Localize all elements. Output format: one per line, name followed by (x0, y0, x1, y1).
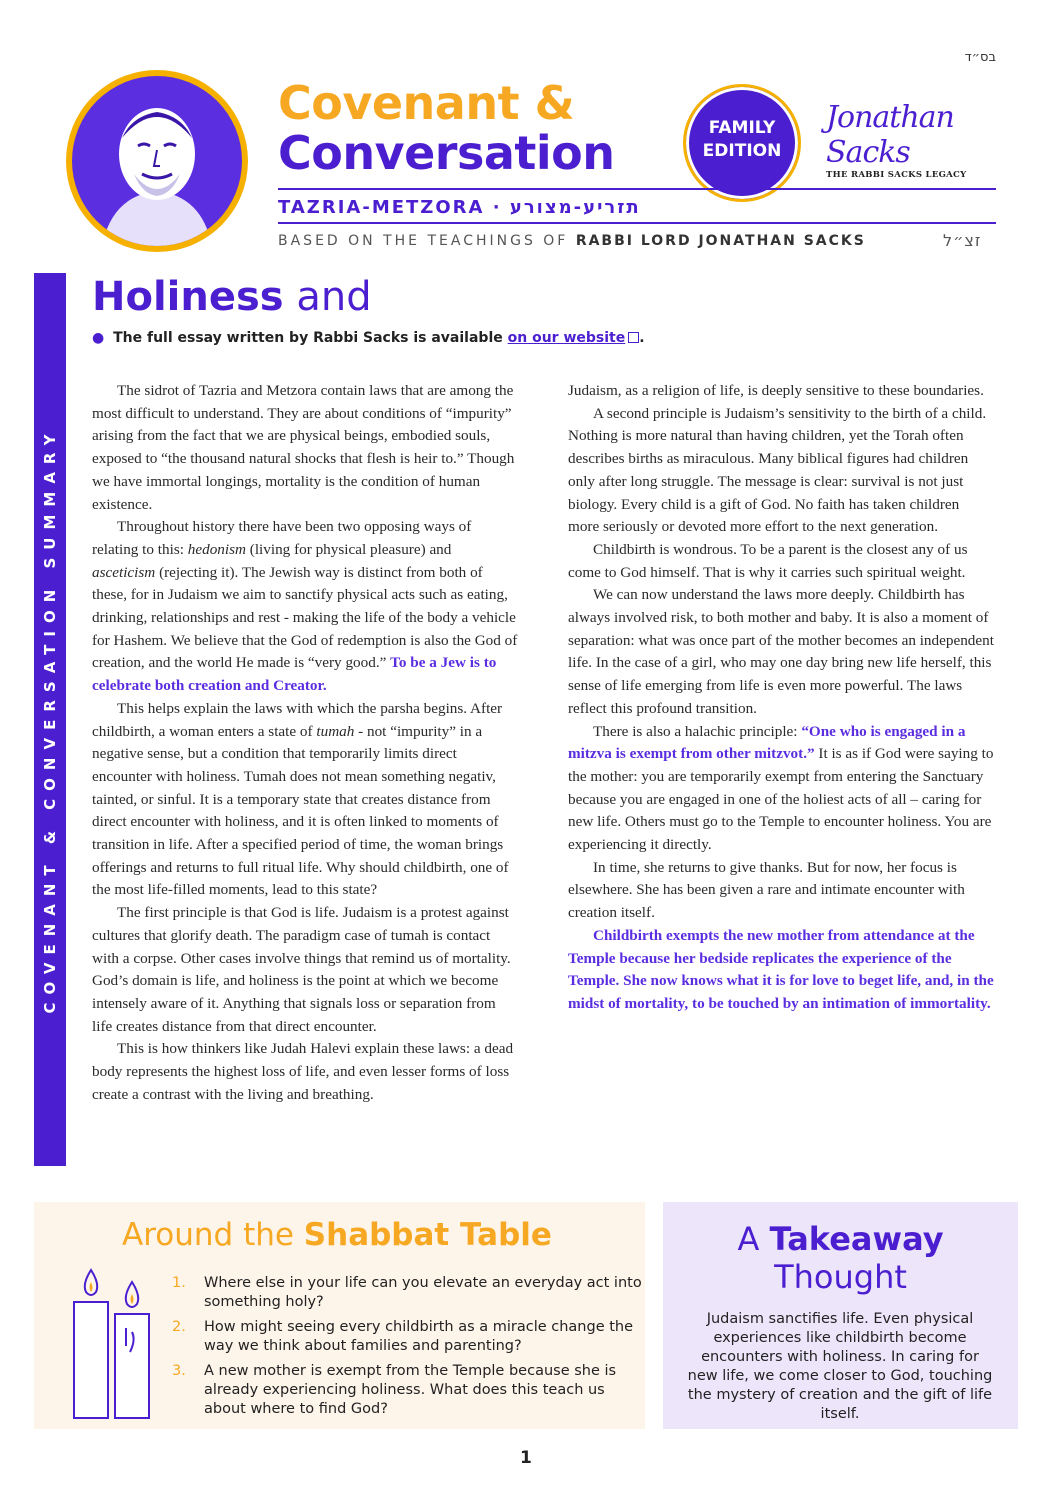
highlight-quote: To be a Jew is to celebrate both creation and Creator. (92, 654, 497, 695)
based-on-name: RABBI LORD JONATHAN SACKS (575, 233, 866, 249)
title-line-1: Covenant & (278, 76, 575, 130)
article-left-column (92, 380, 518, 1107)
badge-line-2: EDITION (702, 141, 782, 161)
website-link[interactable]: on our website (507, 330, 626, 346)
header-rule-top (278, 188, 996, 190)
closing-highlight: Childbirth exempts the new mother from attendance at the Temple because her bedside replicates the experience of the Temple. She now knows what it is for love to beget life, and, in the midst of mortality, to be touched by an intimation of immortality. (568, 926, 994, 1012)
paragraph: There is also a halachic principle: “One who is engaged in a mitzva is exempt from other mitzvot.” It is as if God were saying to the mother: you are temporarily exempt from entering the Sanctuary because you are engaged in one of the holiest acts of all – caring for new life. Others must go to the Temple to encounter holiness. You are experiencing it directly. (568, 722, 994, 854)
question-item: 2. How might seeing every childbirth as a miracle change the way we think about families and parenting? (172, 1319, 634, 1354)
based-on-line (278, 231, 982, 250)
question-item: 3. A new mother is exempt from the Temple because she is already experiencing holiness. What does this teach us about where to find God? (172, 1363, 617, 1417)
page-number: 1 (520, 1448, 532, 1468)
based-on-hebrew: זצ״ל (943, 231, 982, 250)
paragraph: This is how thinkers like Judah Halevi explain these laws: a dead body represents the highest loss of life, and even lesser forms of loss create a contrast with the living and breathing. (92, 1040, 514, 1103)
external-link-icon[interactable] (628, 332, 639, 343)
rabbi-portrait (66, 70, 248, 252)
portrait-illustration (72, 76, 242, 246)
paragraph: Childbirth is wondrous. To be a parent is the closest any of us come to God himself. That is why it carries such spiritual weight. (568, 540, 968, 581)
parsha-name: TAZRIA-METZORA · תזריע-מצורע (278, 197, 641, 218)
title-line-2: Conversation (278, 126, 615, 180)
takeaway-box (663, 1202, 1018, 1429)
paragraph: The sidrot of Tazria and Metzora contain laws that are among the most difficult to understand. They are about conditions of “impurity” arising from the fact that we are physical beings, embodied souls, exposed to “the thousand natural shocks that flesh is heir to.” Though we have immortal longings, mortality is the condition of human existence. (92, 382, 515, 513)
headline-bold: Holiness (92, 274, 284, 320)
bsd-mark: בס״ד (964, 50, 996, 65)
based-on-prefix: BASED ON THE TEACHINGS OF (278, 233, 569, 249)
paragraph: We can now understand the laws more deeply. Childbirth has always involved risk, to both mother and baby. It is also a moment of separation: what was once part of the mother becomes an independent life. In the case of a girl, who may one day bring new life herself, this sense of life emerging from life is even more powerful. The laws reflect this profound transition. (568, 586, 994, 717)
newsletter-title (278, 78, 615, 178)
legacy-label: THE RABBI SACKS LEGACY (826, 170, 967, 180)
article-right-column (568, 380, 994, 1016)
question-item: 1. Where else in your life can you elevate an everyday act into something holy? (172, 1275, 642, 1310)
takeaway-title: A Takeaway Thought (737, 1220, 944, 1296)
paragraph: In time, she returns to give thanks. But for now, her focus is elsewhere. She has been given a rare and intimate encounter with creation itself. (568, 858, 965, 922)
highlight-quote: “One who is engaged in a mitzva is exempt from other mitzvot.” (568, 722, 966, 763)
question-list (172, 1274, 642, 1425)
note-text: The full essay written by Rabbi Sacks is available (113, 330, 503, 346)
article-headline (92, 274, 372, 320)
badge-line-1: FAMILY (708, 118, 776, 138)
shabbat-table-box (34, 1202, 645, 1429)
paragraph: Throughout history there have been two opposing ways of relating to this: hedonism (living for physical pleasure) and asceticism (rejecting it). The Jewish way is distinct from both of these, for in Judaism we aim to sanctify physical acts such as eating, drinking, relationships and rest - making the life of the body a vehicle for Hashem. We believe that the God of redemption is also the God of creation, and the world He made is “very good.” To be a Jew is to celebrate both creation and Creator. (92, 518, 518, 695)
shabbat-table-title: Around the Shabbat Table (122, 1217, 552, 1253)
paragraph: This helps explain the laws with which the parsha begins. After childbirth, a woman enters a state of tumah - not “impurity” in a negative sense, but a condition that temporarily limits direct encounter with holiness. Tumah does not mean something negativ, tainted, or sinful. It is a temporary state that creates distance from direct encounter with holiness, and it is often linked to moments of transition in life. After a specified period of time, the woman brings offerings and returns to full ritual life. Why should childbirth, one of the most life-filled moments, lead to this state? (92, 699, 509, 899)
signature-text: Jonathan Sacks (826, 100, 954, 170)
signature-logo (826, 100, 996, 180)
sidebar-label: COVENANT & CONVERSATION SUMMARY (41, 426, 59, 1014)
candles-icon (60, 1262, 180, 1422)
family-edition-badge (683, 84, 801, 202)
full-essay-note: ● The full essay written by Rabbi Sacks is available on our website . (92, 330, 645, 346)
paragraph: A second principle is Judaism’s sensitivity to the birth of a child. Nothing is more natural than having children, yet the Torah often describes births as miraculous. Many biblical figures had children only after long struggle. The message is clear: survival is not just biology. Every child is a gift of God. No faith has taken children more seriously or devoted more effort to the next generation. (568, 404, 987, 536)
paragraph: The first principle is that God is life. Judaism is a protest against cultures that glorify death. The paradigm case of tumah is contact with a corpse. Other cases involve things that remind us of mortality. God’s domain is life, and holiness is the point at which we become intensely aware of it. Anything that signals loss or separation from life creates distance from that direct encounter. (92, 904, 511, 1035)
bullet-dot: ● (92, 330, 105, 346)
takeaway-body: Judaism sanctifies life. Even physical experiences like childbirth become encounters with holiness. In caring for new life, we come closer to God, touching the mystery of creation and the gift of life itself. (687, 1311, 993, 1422)
paragraph: Judaism, as a religion of life, is deeply sensitive to these boundaries. (568, 382, 984, 399)
headline-rest: and (283, 274, 372, 320)
header-rule-bottom (278, 222, 996, 224)
